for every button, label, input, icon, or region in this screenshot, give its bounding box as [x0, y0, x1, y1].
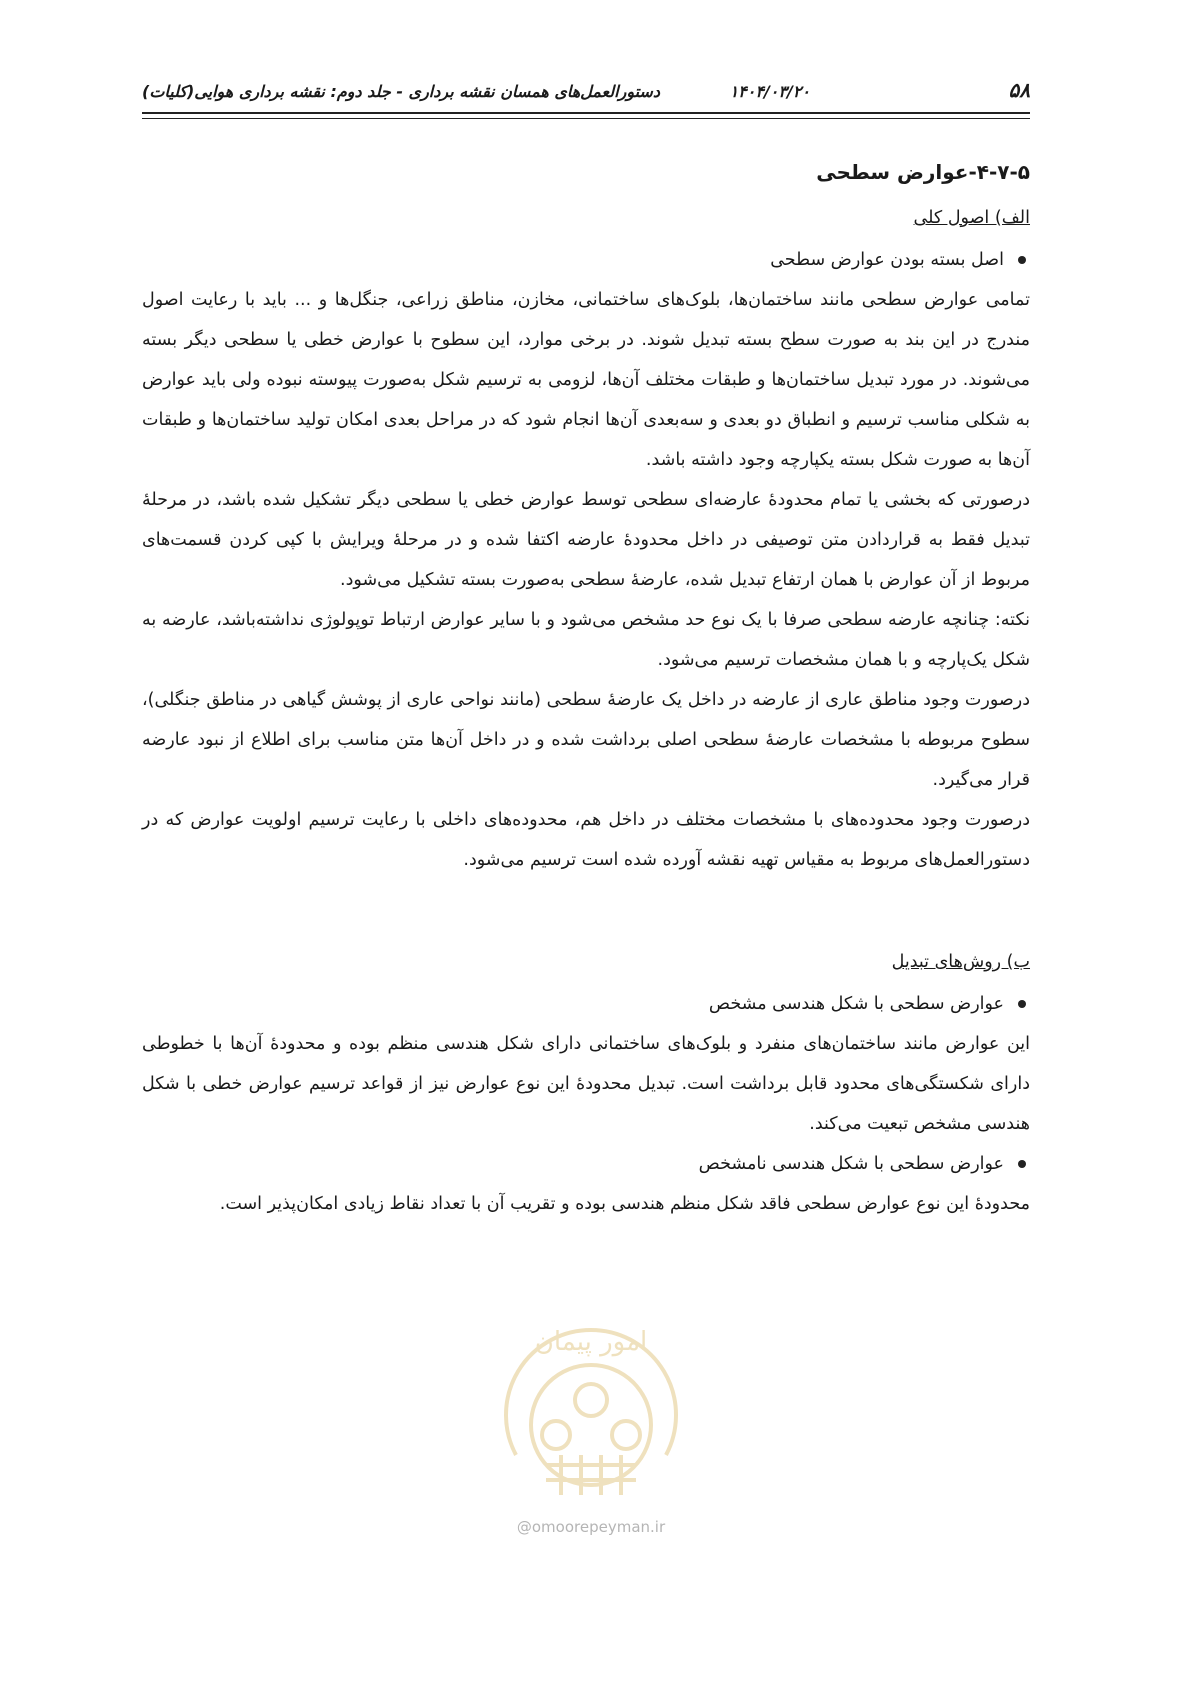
paragraph-6: این عوارض مانند ساختمان‌های منفرد و بلوک‌های ساختمانی دارای شکل هندسی منظم بوده و محدودهٔ آن‌ها با خطوطی دارای شکستگی‌های محدود قابل برداشت است. تبدیل محدودهٔ این نوع عوارض نیز از قواعد ترسیم عوارض خطی با شکل هندسی مشخص تبعیت می‌کند. [142, 1034, 1030, 1134]
subsection-a-heading: الف) اصول کلی [913, 208, 1030, 228]
paragraph-4: درصورت وجود مناطق عاری از عارضه در داخل یک عارضهٔ سطحی (مانند نواحی عاری از پوشش گیاهی در مناطق جنگلی)، سطوح مربوطه با مشخصات عارضهٔ سطحی اصلی برداشت شده و در داخل آن‌ها متن مناسب برای اطلاع از نبود عارضه قرار می‌گیرد. [142, 690, 1030, 790]
watermark-logo [486, 1305, 696, 1515]
paragraph-2: درصورتی که بخشی یا تمام محدودهٔ عارضه‌ای سطحی توسط عوارض خطی یا سطحی دیگر تشکیل شده باشد، در مرحلهٔ تبدیل فقط به قراردادن متن توصیفی در داخل محدودهٔ عارضه اکتفا شده و در مرحلهٔ ویرایش با کپی کردن قسمت‌های مربوط از آن عوارض با همان ارتفاع تبدیل شده، عارضهٔ سطحی به‌صورت بسته تشکیل می‌شود. [142, 490, 1030, 590]
paragraph-5: درصورت وجود محدوده‌های با مشخصات مختلف در داخل هم، محدوده‌های داخلی با رعایت ترسیم اولویت عوارض که در دستورالعمل‌های مربوط به مقیاس تهیه نقشه آورده شده است ترسیم می‌شود. [142, 810, 1030, 870]
page-body [142, 150, 1030, 1224]
header-rule-thick [142, 112, 1030, 114]
paragraph-note: نکته: چنانچه عارضه سطحی صرفا با یک نوع حد مشخص می‌شود و با سایر عوارض ارتباط توپولوژی نداشته‌باشد، عارضه به شکل یک‌پارچه و با همان مشخصات ترسیم می‌شود. [142, 610, 1030, 670]
header-title: دستورالعمل‌های همسان نقشه برداری - جلد دوم: نقشه برداری هوایی(کلیات) [142, 82, 660, 101]
header-date: ۱۴۰۴/۰۳/۲۰ [729, 82, 810, 101]
bullet-undefined-geometry: عوارض سطحی با شکل هندسی نامشخص [142, 1144, 1030, 1184]
section-title: ۴-۷-۵-عوارض سطحی [816, 160, 1030, 184]
watermark-site: @omoorepeyman.ir [516, 1518, 666, 1536]
page-header [142, 76, 1030, 106]
bullet-defined-geometry: عوارض سطحی با شکل هندسی مشخص [142, 984, 1030, 1024]
bullet-closed-features: اصل بسته بودن عوارض سطحی [142, 240, 1030, 280]
paragraph-7: محدودهٔ این نوع عوارض سطحی فاقد شکل منظم هندسی بوده و تقریب آن با تعداد نقاط زیادی امکان‌پذیر است. [219, 1194, 1030, 1214]
paragraph-1: تمامی عوارض سطحی مانند ساختمان‌ها، بلوک‌های ساختمانی، مخازن، مناطق زراعی، جنگل‌ها و ... باید با رعایت اصول مندرج در این بند به صورت سطح بسته تبدیل شوند. در برخی موارد، این سطوح با عوارض خطی یا سطحی دیگر بسته می‌شوند. در مورد تبدیل ساختمان‌ها و طبقات مختلف آن‌ها، لزومی به ترسیم شکل به‌صورت پیوسته نبوده ولی باید عوارض به شکلی مناسب ترسیم و انطباق دو بعدی و سه‌بعدی آن‌ها انجام شود که در مراحل بعدی امکان تولید ساختمان‌ها و طبقات آن‌ها به صورت شکل بسته یکپارچه وجود داشته باشد. [142, 290, 1030, 470]
page-number: ۵۸ [1008, 78, 1030, 102]
watermark-logo-text: امور پیمان [534, 1327, 648, 1357]
subsection-b-heading: ب) روش‌های تبدیل [891, 952, 1030, 972]
header-rule-thin [142, 118, 1030, 119]
